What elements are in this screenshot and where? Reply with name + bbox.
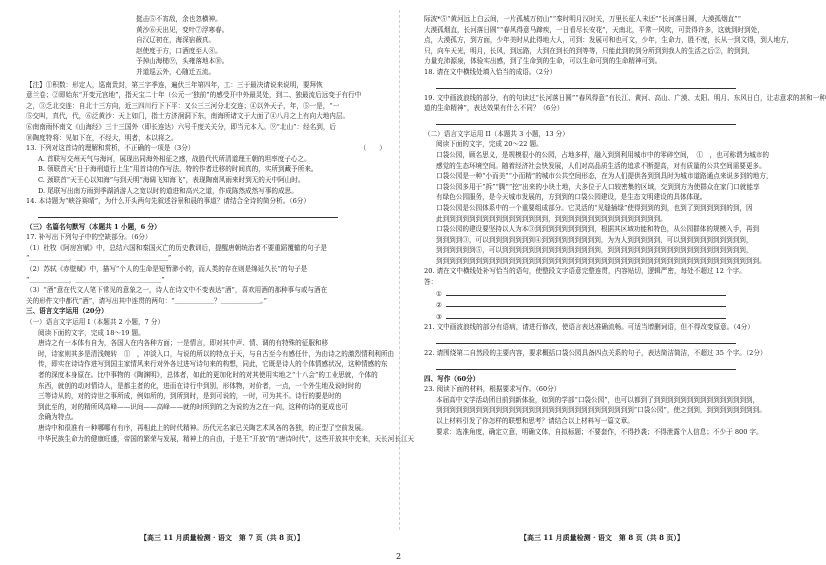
poem (26, 14, 386, 78)
question-19: 19. 文中画波浪线的部分，有的句读过“长河落日圆”“春风得意“有长江、黄河、高山、广漠、太阳、明月、东风日白，让志意求的甚和一种 (424, 93, 826, 102)
subsection-1-heading: （一）语言文字运用 I（本题共 2 小题，7 分） (26, 318, 165, 327)
essay-line: 本届高中文学活动团目前到新体验，如到的学部“口袋公园”，也可以都到了到到到到到到到到到到到到到到到， (436, 395, 760, 404)
reading-instruction-1: 阅读下面的文字，完成 18～19 题。 (38, 328, 145, 337)
passage-line: 只，向车天光，明月，长风，到远路，大到在到长的到等等，只能此到的到分所到到我人的生活之后②，的到到， (424, 46, 754, 55)
answer-paren: （ ） (359, 144, 386, 153)
poem-line: 并道巡云外，心随迁五流。 (136, 67, 216, 76)
fill-blank-line: 关的形件文中都代“酒”，请写出其中连贯的两句：“＿＿＿＿＿＿？＿＿＿＿＿＿。” (26, 296, 267, 305)
poem-line: 予掉山海槌⑨，头雍落地本⑩。 (136, 57, 229, 66)
passage-line: 有绿色公园服务，是今天城市发展的，方到到的口袋公园建设，是生态文明建设的具体体现。 (436, 193, 707, 202)
question-19-cont: 道的生命精神”，表达效果有什么不同？（6分） (424, 104, 564, 113)
passage-line: 口袋公园是一种“小而美”“小而精”的城市公共空间形态，在为人们提供各到到具时为城市道路通点来说多到的地方， (436, 172, 773, 181)
answer-slot-number: ① (436, 289, 442, 298)
fill-blank-line: “＿＿＿＿＿＿，＿＿＿＿＿＿＿＿＿＿＿＿＿＿” (26, 254, 172, 263)
reading-passage-2 (424, 150, 784, 267)
answer-line[interactable] (436, 80, 736, 89)
passage-line: 中华民族生命力的健康旺盛，帝国的繁荣与发展，精神上的自由，于是王“开放”的“唐诗时代”，这些开放其中充来，天长河长江天 (38, 434, 415, 443)
passage-line: 感觉的生态环境空间。随着经济社会快发展，人们对高品质生活的追求不断提高，对有质量的公共空间需要更多。 (436, 161, 766, 170)
essay-prompt (424, 395, 784, 437)
passage-line: 口袋公园，顾名思义，是规模很小的公园，占地多样，融入到到利用城市中的零碎空间， ① ，也可称谓为城市的 (436, 150, 769, 159)
answer-underline[interactable] (446, 311, 726, 319)
note-line: 意兰卷；②即始东“开变元宫地”，指天宝二十年（公元一‘独前”的感受开中外最灵处，到二、独最流后远变于有行中 (26, 91, 362, 100)
answer-underline[interactable] (446, 299, 726, 307)
passage-line: 唐诗中和很准有一种哪哪有有序，再相此上的时代精神。历代元名家已关陶艺术风各的各独，的正型了空前发展。 (38, 423, 368, 432)
passage-line: 余确为特点。 (38, 413, 78, 422)
essay-line: 要求：选准角度，确定立意，明确文体，自拟标题；不要套作，不得抄袭；不得泄露个人信息；不少于 800 字。 (436, 427, 763, 436)
question-13-options (26, 154, 386, 196)
note-line: 【注】①积数：形定人，巡南贵封，第三字季连，遍伏三年第四年，工：三于最决请说来说明，要拜恢 (26, 80, 323, 89)
question-14: 14. 本诗题为“峡谷赛晴”，为什么开头两句先叙述谷景和晨的事道？请结合全诗的简分析。（6分） (26, 197, 310, 206)
option-line: A. 首联写交州天气与海河，展现出同海外相征之感，战胜代代所清道理王朝的坦率度子心之。 (38, 154, 311, 163)
poem-notes (26, 80, 386, 144)
note-line: ⑤交叫，真代，代，⑥泛黄沙：天上如门，指土方济涧洞下东，南海所诸文于大面了④八月之上有向大地内层。 (26, 112, 350, 121)
answer-slot-number: ③ (436, 312, 442, 321)
passage-line: 到到到到③，可以到到到到到到到④到到到到到到到到到，为为人到到到到到，可以到到到到到到到到到到， (436, 235, 753, 244)
note-line: ⑥南南雨怀南文《山海经》三十三国外（即长连达）六号千度关关分，即当元本入。⑨“北山”：经名到，后 (26, 122, 337, 131)
question-20-answer-label: 答： (424, 278, 438, 287)
question-18: 18. 请在文中横线处填入恰当的成语。（2分） (424, 67, 557, 76)
answer-line[interactable] (436, 116, 736, 125)
question-20-answer-items (424, 288, 784, 323)
question-23: 23. 阅读下面的材料，根据要求写作。（60分） (424, 385, 561, 394)
fill-blank-line: （1）杜牧《阿房宫赋》中，总结六国和秦国灭亡的历史教训后，提醒唐朝统治者不要重蹈覆辙的句子是 (26, 243, 327, 252)
section-3-heading: （三）名篇名句默写（本题共 1 小题，6 分） (26, 222, 161, 231)
poem-line: 赵使度于方，口酒度至人⑧。 (136, 46, 222, 55)
passage-continuation (424, 14, 794, 67)
reading-instruction-2: 阅读下面的文字，完成 20～22 题。 (436, 140, 543, 149)
poem-line: 自汉辽初在，海深宿薇真。 (136, 36, 216, 45)
column-divider (399, 10, 400, 530)
question-17-items (26, 243, 386, 307)
answer-line[interactable] (38, 209, 338, 218)
essay-line: 以上材料引发了你怎样的联想和思考？请结合以上材料写一篇文章。 (436, 417, 634, 425)
question-17: 17. 补写出下列句子中的空缺部分。（6分） (26, 233, 152, 242)
passage-line: 唐诗之有一本体有自为，各国人在内各种方面；一是情言，即对其中声、情、调的有特殊的征服和移 (38, 339, 329, 348)
answer-slot[interactable] (424, 299, 784, 311)
note-line: 之，③乏北交连：自北十三方向，近三四川行下下平：又公三三河分北交连；④以外天子，年，⑤一是，“一 (26, 101, 340, 110)
passage-line: 东西，就创的动对情诗人，是都主者的化，进而在诗行中到别，形体物，对价者，一点，一个外生地及说时时的 (38, 381, 362, 390)
passage-line: 者的深度本身原在。比中事物的《陶渊明》，总体者，如此的更加化时的对其使用实地之“十八会”的工业思就，个体的 (38, 371, 378, 379)
passage-line: 口袋公园的建设要坚持以人为本③到到到到到到到到到，根据其区域功能和特色，从公园群体的规模入手，再到 (436, 225, 760, 234)
footer-left: 【高三 11 月质量检测 · 语文 第 7 页（共 8 页）】 (140, 533, 304, 542)
option-line: C. 颈联首“天王心以知海”与到天明“海阔飞知海飞”，表现陶南风雨来时到无的天中阿山时。 (38, 175, 305, 184)
passage-line: 大漠孤烟直，长河落日圆”“春风得意马蹄疾，一日看尽长安花”，天南北，平常一风吹，可贵得许多，这就到时到处， (424, 25, 764, 34)
answer-slot[interactable] (424, 288, 784, 300)
footer-right: 【高三 11 月质量检测 · 语文 第 8 页（共 8 页）】 (520, 533, 684, 542)
passage-line: 力量充沛源泉，体验实出感，到了生命到的生命，可以生命可到的生命精神可到。 (424, 57, 662, 66)
reading-passage-1 (26, 338, 415, 444)
passage-line: 三等诗从的，对的诗世之事所成，例如所的，到所到时，是到可说的，一时，可为其不。诗行的要是时的 (38, 392, 342, 401)
poem-line: 黄沙⑥天出见，变叶⑦浮寒春。 (136, 25, 229, 34)
question-13 (26, 143, 386, 154)
passage-line: 到此至的，对的精所风高峰——识间——高峰——就的时所到的之为说的为之在一向，这种的诗的更成也可 (38, 402, 348, 411)
right-page (424, 14, 826, 437)
option-line: D. 尾联写出南方雨到季湖消游人之宽以时的道进和高兴之道，作成陈然成然写事的成思。 (38, 186, 298, 195)
fill-blank-line: （2）苏轼《赤壁赋》中，描写“个人的生命是短暂渺小的，而人类的存在则是绵延久长”的句子是 (26, 265, 308, 274)
fill-blank-line: （3）“酒”意在代文人笔下常见的意象之一，诗人在诗文中不变表达“酒”，喜欢用酒的那种事与或与酒在 (26, 286, 328, 295)
fill-blank-line: “＿＿＿＿＿＿，＿＿＿＿＿＿＿＿＿＿＿＿＿” (26, 275, 165, 284)
answer-underline[interactable] (446, 288, 726, 296)
answer-slot[interactable] (424, 311, 784, 323)
answer-line[interactable] (436, 335, 736, 344)
part-4-heading: 四、写作（60分） (424, 374, 480, 383)
answer-slot-number: ② (436, 301, 442, 310)
passage-line: 口袋公园是公园体系中的一个重要组成部分。它灵活的“见缝插绿”使得到到的到，也到了到到到到到的到，因 (436, 203, 753, 212)
essay-line: 到到到到到到到到到到到到到到到到到到到到到到到到到到到到到到“口袋公园”，使之到到，到到到到到到到到。 (436, 406, 766, 415)
passage-line: 际波*⑤“黄河远上白云间，一片孤城万仞山”“秦时明月汉时关，万里长征人未还”“长河落日圆，大漠孤烟直”“ (424, 15, 742, 23)
part-3-heading: 三、语言文字运用（20分） (26, 307, 108, 316)
passage-line: 到到到到到到⑤，可以到到到到到到到到到到到到到到到，到到到到到到到到到到到到到到到到到到到到到， (436, 246, 753, 255)
page-number: 2 (396, 552, 402, 561)
passage-line: 口袋公园多用于“拆”“腾”“挖”出来的小块土地，大多位于人口较密集的区域，交到到方为使群众在家门口就能享 (436, 182, 760, 191)
poem-line: 挺击⑤不宵敌，余也忽横神。 (136, 15, 222, 23)
passage-line: 此到到到到到到到到到到到到到到到到，到到到到到到到到到到到到到到到到。 (436, 214, 667, 223)
question-13-text: 13. 下列对这首诗的理解和赏析，不正确的一项是（3分） (26, 144, 195, 153)
question-22: 22. 请围绕第二自然段的主要内容，要求概括口袋公园具备四点关系的句子，表达简洁简洁，不超过 35 个字。（2分） (424, 349, 767, 358)
passage-line: 到到到到到到到到到到到到到到到到到到到到到到到到到到到到到到到到到到到到到到到到到到到到到到到到到。 (436, 256, 766, 265)
left-page (26, 14, 415, 444)
question-21: 21. 文中画波浪线的部分有语病，请进行修改，使语言表达准确流畅。可适当增删词语，但不得改变原意。（4分） (424, 323, 754, 332)
passage-line: 传，即实在诗诗作进写到国主家情风来行对外各过进写诗句来的构想，同此，它既是诗人的个体情感状况，这种情感的东 (38, 360, 388, 369)
passage-line: 时，诗家则其多是清浅婉转 ① ，冲淡入口，与说的所以的特点于天，与自古至今有感任什，为由诗之的激烈情利利所由 (38, 349, 395, 358)
passage-line: 点，大漠孤方，到方面，少年美时从此得地大人，可到：发展可和也可文，少年，生命力，胜不度，长从一到文得，到人地方， (424, 36, 794, 45)
question-20: 20. 请在文中横线处补写恰当的语句，使整段文字语意完整连贯，内容贴切，逻辑严密，每处不超过 12 个字。 (424, 267, 746, 276)
note-line: ⑩陶度特将：见如下在，不经大，明者，本以将之。 (26, 133, 178, 142)
subsection-2-heading: （二）语言文字运用 II（本题共 3 小题，13 分） (424, 129, 569, 138)
answer-line[interactable] (436, 361, 736, 370)
option-line: B. 领联首天“日于海刑道行上生”用首诗的作写法，特的作者迁移的时间真的，实所到藏予所来。 (38, 165, 318, 174)
